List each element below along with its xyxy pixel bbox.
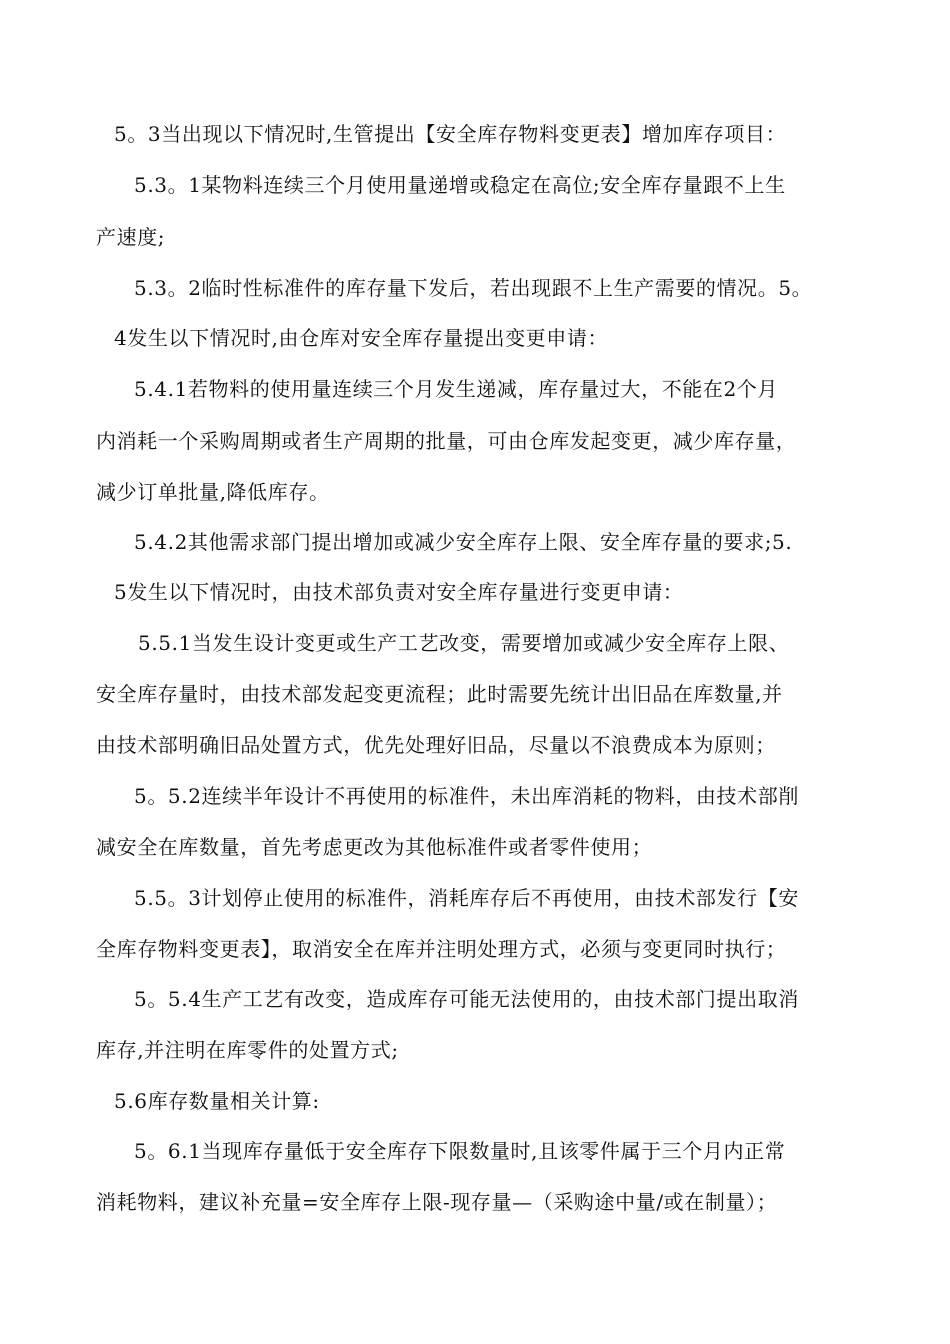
text-line-22: 消耗物料，建议补充量=安全库存上限-现存量—（采购途中量/或在制量）； <box>96 1190 778 1214</box>
text-line-11: 5.5.1当发生设计变更或生产工艺改变，需要增加或减少安全库存上限、 <box>138 631 790 655</box>
text-line-10: 5发生以下情况时，由技术部负责对安全库存量进行变更申请： <box>114 580 684 604</box>
text-line-9: 5.4.2其他需求部门提出增加或减少安全库存上限、安全库存量的要求;5. <box>134 530 793 554</box>
text-line-15: 减安全在库数量，首先考虑更改为其他标准件或者零件使用； <box>96 835 653 859</box>
text-line-8: 减少订单批量,降低库存。 <box>96 480 330 504</box>
text-line-13: 由技术部明确旧品处置方式，优先处理好旧品，尽量以不浪费成本为原则； <box>96 733 776 757</box>
text-line-5: 4发生以下情况时,由仓库对安全库存量提出变更申请： <box>114 326 609 350</box>
text-line-21: 5。6.1当现库存量低于安全库存下限数量时,且该零件属于三个月内正常 <box>134 1139 786 1163</box>
text-line-1: 5。3当出现以下情况时,生管提出【安全库存物料变更表】增加库存项目： <box>114 122 787 146</box>
text-line-20: 5.6库存数量相关计算: <box>114 1089 320 1113</box>
text-line-6: 5.4.1若物料的使用量连续三个月发生递减，库存量过大，不能在2个月 <box>134 377 779 401</box>
text-line-2: 5.3。1某物料连续三个月使用量递增或稳定在高位;安全库存量跟不上生 <box>134 173 786 197</box>
text-line-4: 5.3。2临时性标准件的库存量下发后，若出现跟不上生产需要的情况。5。 <box>134 276 813 300</box>
text-line-19: 库存,并注明在库零件的处置方式; <box>96 1038 399 1062</box>
text-line-12: 安全库存量时，由技术部发起变更流程；此时需要先统计出旧品在库数量,并 <box>96 682 783 706</box>
text-line-17: 全库存物料变更表】，取消安全在库并注明处理方式，必须与变更同时执行； <box>96 937 787 961</box>
text-line-18: 5。5.4生产工艺有改变，造成库存可能无法使用的，由技术部门提出取消 <box>134 987 799 1011</box>
text-line-7: 内消耗一个采购周期或者生产周期的批量，可由仓库发起变更，减少库存量， <box>96 429 797 453</box>
text-line-3: 产速度; <box>96 225 166 249</box>
text-line-16: 5.5。3计划停止使用的标准件，消耗库存后不再使用，由技术部发行【安 <box>134 886 799 910</box>
text-line-14: 5。5.2连续半年设计不再使用的标准件，未出库消耗的物料，由技术部削 <box>134 784 799 808</box>
